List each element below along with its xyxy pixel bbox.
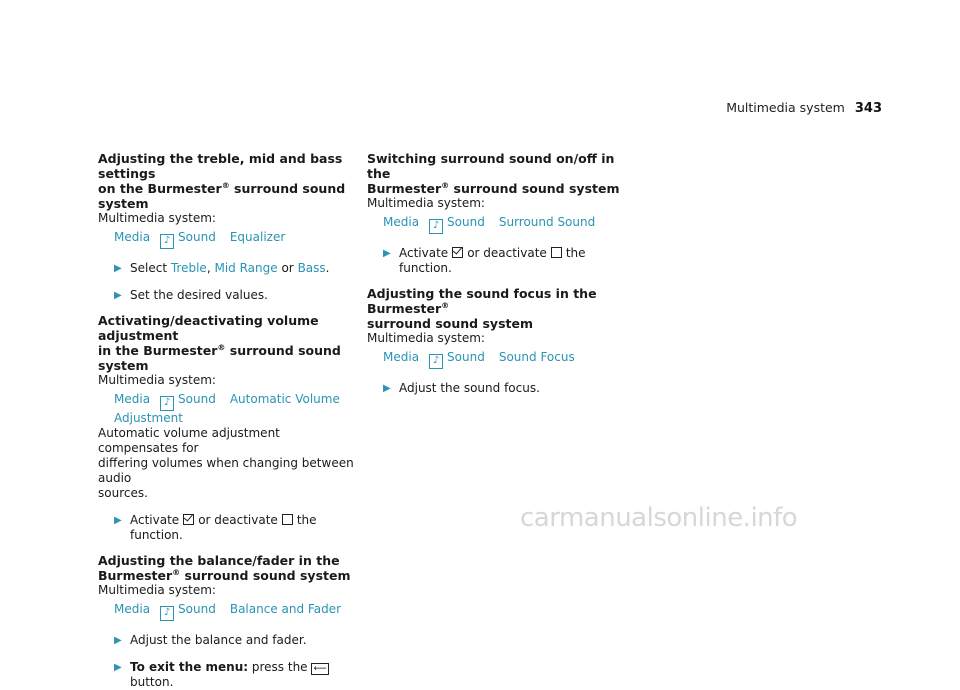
heading-treble: Adjusting the treble, mid and bass settings on the Burmester® surround sound system: [98, 151, 346, 211]
system-label: Multimedia system:: [98, 583, 216, 597]
heading-volume: Activating/deactivating volume adjustment in the Burmester® surround sound system: [98, 313, 341, 373]
step-activate-surround: ▶ Activate or deactivate the function.: [383, 246, 586, 275]
menu-path-balance: Media ♪ Sound Balance and Fader: [114, 602, 358, 621]
arrow-bullet-icon: ▶: [114, 662, 122, 673]
music-note-icon: ♪: [160, 606, 174, 621]
step-set-values: ▶ Set the desired values.: [114, 288, 268, 302]
music-note-icon: ♪: [160, 396, 174, 411]
section-title: Multimedia system: [726, 100, 845, 115]
empty-box-icon: [551, 247, 562, 258]
heading-surround: Switching surround sound on/off in the Burmester® surround sound system: [367, 151, 620, 196]
section-treble: [98, 151, 358, 303]
music-note-icon: ♪: [429, 219, 443, 234]
system-label: Multimedia system:: [98, 373, 216, 387]
heading-focus: Adjusting the sound focus in the Burmester® surround sound system: [367, 286, 597, 331]
section-volume: [98, 313, 358, 543]
system-label: Multimedia system:: [367, 331, 485, 345]
step-select-range: ▶ Select Treble, Mid Range or Bass.: [114, 261, 330, 275]
section-balance: [98, 553, 358, 690]
system-label: Multimedia system:: [367, 196, 485, 210]
watermark: carmanualsonline.info: [520, 503, 798, 533]
arrow-bullet-icon: ▶: [114, 290, 122, 301]
page-number: 343: [854, 101, 882, 116]
section-surround: [367, 151, 632, 276]
step-adjust-balance: ▶ Adjust the balance and fader.: [114, 633, 307, 647]
menu-path-equalizer: Media ♪ Sound Equalizer: [114, 230, 358, 249]
system-label: Multimedia system:: [98, 211, 216, 225]
step-activate-volume: ▶ Activate or deactivate the function.: [114, 513, 317, 542]
menu-path-focus: Media ♪ Sound Sound Focus: [383, 350, 632, 369]
section-focus: [367, 286, 632, 396]
menu-path-continued: Adjustment: [114, 411, 183, 425]
back-button-icon: ⟵: [311, 663, 330, 675]
right-column: [367, 151, 632, 396]
arrow-bullet-icon: ▶: [114, 263, 122, 274]
checked-box-icon: [183, 514, 194, 525]
music-note-icon: ♪: [429, 354, 443, 369]
arrow-bullet-icon: ▶: [383, 383, 391, 394]
menu-path-auto-volume: Media ♪ Sound Automatic Volume: [114, 392, 358, 411]
checked-box-icon: [452, 247, 463, 258]
arrow-bullet-icon: ▶: [114, 635, 122, 646]
arrow-bullet-icon: ▶: [114, 515, 122, 526]
arrow-bullet-icon: ▶: [383, 248, 391, 259]
left-column: [98, 151, 358, 690]
heading-balance: Adjusting the balance/fader in the Burmester® surround sound system: [98, 553, 351, 583]
music-note-icon: ♪: [160, 234, 174, 249]
step-adjust-focus: ▶ Adjust the sound focus.: [383, 381, 540, 395]
menu-path-surround: Media ♪ Sound Surround Sound: [383, 215, 632, 234]
volume-description: Automatic volume adjustment compensates for differing volumes when changing between audio sources.: [98, 426, 354, 500]
empty-box-icon: [282, 514, 293, 525]
step-exit-menu: ▶ To exit the menu: press the ⟵button.: [114, 660, 358, 690]
page-header: [726, 100, 882, 116]
